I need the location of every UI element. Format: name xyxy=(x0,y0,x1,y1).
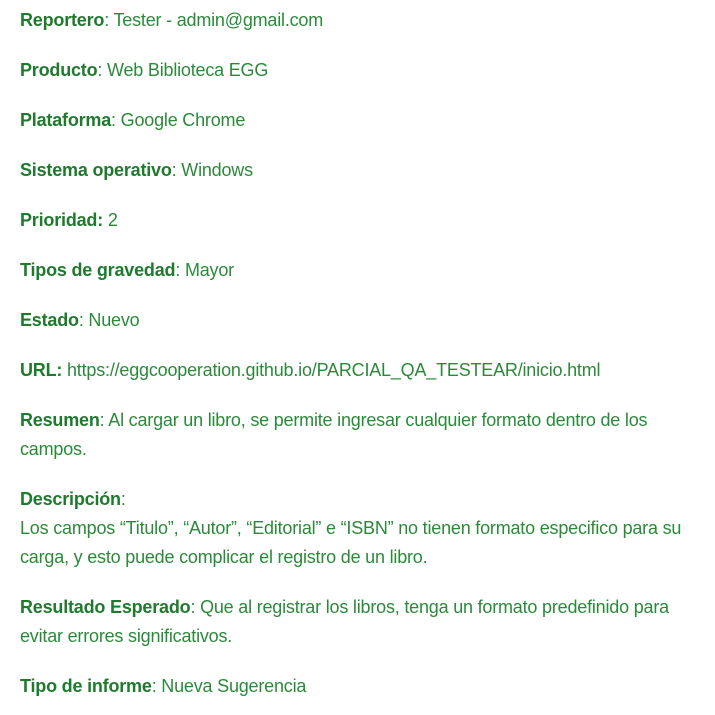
field-value: Tester - admin@gmail.com xyxy=(109,10,324,30)
field-estado xyxy=(20,306,690,335)
field-label: URL: xyxy=(20,360,63,380)
field-value: 2 xyxy=(103,210,118,230)
field-separator: : xyxy=(99,410,105,430)
field-separator: : xyxy=(97,60,103,80)
field-label: Estado xyxy=(20,310,79,330)
field-separator: : xyxy=(111,110,116,130)
field-label: Plataforma xyxy=(20,110,112,130)
field-value: Los campos “Titulo”, “Autor”, “Editorial” e “ISBN” no tienen formato especifico para su carga, y esto puede complicar el registro de un libro. xyxy=(20,518,682,567)
field-label: Sistema operativo xyxy=(20,160,172,180)
field-sistema-operativo xyxy=(20,156,690,185)
field-separator: : xyxy=(190,597,196,617)
field-value: Mayor xyxy=(180,260,234,280)
field-value: Al cargar un libro, se permite ingresar cualquier formato dentro de los campos. xyxy=(20,410,648,459)
field-url xyxy=(20,356,690,385)
field-label: Resultado Esperado xyxy=(20,597,191,617)
field-separator: : xyxy=(171,160,177,180)
field-separator: : xyxy=(120,489,126,509)
field-resultado-esperado xyxy=(20,593,690,651)
field-tipo-de-informe xyxy=(20,672,690,701)
field-separator: : xyxy=(151,676,157,696)
url-value: https://eggcooperation.github.io/PARCIAL_QA_TESTEAR/inicio.html xyxy=(62,360,601,380)
field-tipos-de-gravedad xyxy=(20,256,690,285)
field-value: Google Chrome xyxy=(115,110,246,130)
field-label: Tipo de informe xyxy=(20,676,152,696)
field-descripcion xyxy=(20,485,690,572)
field-value: Windows xyxy=(176,160,253,180)
field-producto xyxy=(20,56,690,85)
field-label: Resumen xyxy=(20,410,100,430)
field-value: Web Biblioteca EGG xyxy=(102,60,269,80)
field-label: Prioridad: xyxy=(20,210,104,230)
field-plataforma xyxy=(20,106,690,135)
field-value: Nuevo xyxy=(83,310,140,330)
field-separator: : xyxy=(78,310,84,330)
field-value: Que al registrar los libros, tenga un formato predefinido para evitar errores significativos. xyxy=(20,597,669,646)
field-prioridad xyxy=(20,206,690,235)
field-resumen xyxy=(20,406,690,464)
field-label: Producto xyxy=(20,60,98,80)
field-label: Tipos de gravedad xyxy=(20,260,176,280)
field-label: Reportero xyxy=(20,10,105,30)
field-reportero xyxy=(20,6,690,35)
field-separator: : xyxy=(104,10,110,30)
bug-report xyxy=(20,6,690,701)
field-value: Nueva Sugerencia xyxy=(156,676,307,696)
field-separator: : xyxy=(175,260,181,280)
field-label: Descripción xyxy=(20,489,121,509)
